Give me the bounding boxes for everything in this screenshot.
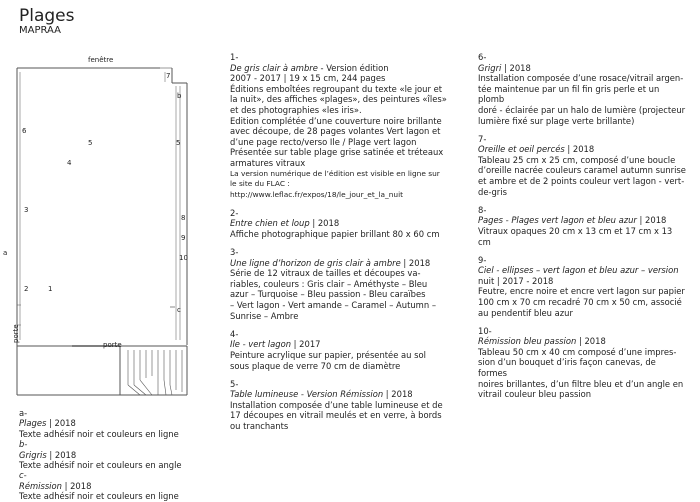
- label-porte-bottom: porte: [103, 341, 122, 349]
- entry-line: la nuit», des affiches «plages», des peintures «îles»: [230, 94, 447, 105]
- entry-line: lumière fixé sur plage verte brillante): [478, 115, 635, 126]
- entry-title: Ile - vert lagon: [230, 339, 292, 350]
- entry-10: [478, 326, 686, 400]
- entry-title-suffix: | 2018: [576, 336, 606, 347]
- entry-6: [478, 52, 686, 126]
- entry-number: 3-: [230, 247, 239, 258]
- entry-line: Présentée sur table plage grise satinée et tréteaux: [230, 147, 444, 158]
- entry-line: La version numérique de l’édition est visible en ligne sur: [230, 168, 440, 178]
- label-b: b: [177, 92, 182, 100]
- entry-7: [478, 134, 686, 198]
- entry-line: 100 cm x 70 cm recadré 70 cm x 50 cm, associé: [478, 296, 682, 307]
- plan-number: 9: [181, 234, 186, 242]
- entry-number: 2-: [230, 207, 239, 218]
- label-fenetre: fenêtre: [88, 56, 114, 64]
- entry-title: Pages - Plages vert lagon et bleu azur: [478, 215, 637, 226]
- legend-a-title: Plages: [19, 418, 47, 429]
- entry-line: – Vert lagon - Vert amande – Caramel – Autumn –: [230, 300, 437, 311]
- legend-b-number: b-: [19, 439, 28, 450]
- entry-line: nuit | 2017 - 2018: [478, 275, 554, 286]
- entry-4: [230, 329, 448, 371]
- entry-line: azur – Turquoise – Bleu passion - Bleu caraïbes: [230, 289, 426, 300]
- entry-link[interactable]: http://www.leflac.fr/expos/18/le_jour_et_la_nuit: [230, 189, 404, 199]
- entry-title: Rémission bleu passion: [478, 336, 577, 347]
- entry-line: Peinture acrylique sur papier, présentée au sol: [230, 349, 426, 360]
- entries-column-1: [230, 52, 448, 439]
- plan-number: 7: [166, 72, 171, 80]
- entry-title: Une ligne d’horizon de gris clair à ambre: [230, 257, 401, 268]
- legend-b-desc: Texte adhésif noir et couleurs en angle: [19, 460, 182, 471]
- entry-line: armatures vitraux: [230, 157, 306, 168]
- entry-line: 17 découpes en vitrail meulés et en verre, à bords: [230, 410, 442, 421]
- legend-c-number: c-: [19, 470, 27, 481]
- legend-c-desc: Texte adhésif noir et couleurs en ligne: [19, 491, 179, 502]
- entry-line: Sunrise – Ambre: [230, 310, 299, 321]
- entry-number: 10-: [478, 325, 492, 336]
- entry-line: tée maintenue par un fil fin gris perle et un plomb: [478, 83, 660, 105]
- entry-8: [478, 205, 686, 247]
- entry-line: sion d’un bouquet d’iris façon canevas, de formes: [478, 357, 656, 379]
- legend-a-number: a-: [19, 408, 28, 418]
- label-c: c: [177, 306, 181, 314]
- entry-line: doré - éclairée par un halo de lumière (projecteur: [478, 104, 686, 115]
- entry-number: 8-: [478, 204, 487, 215]
- entry-title-suffix: - Version édition: [317, 62, 389, 73]
- entry-line: noires brillantes, d’un filtre bleu et d’un angle en: [478, 378, 684, 389]
- wall-text-legend: [19, 408, 219, 502]
- entry-title: Table lumineuse - Version Rémission: [230, 389, 384, 400]
- entry-line: et ambre et de 2 points couleur vert lagon - vert-: [478, 176, 685, 187]
- entry-title: Grigri: [478, 62, 502, 73]
- plan-number: 3: [24, 206, 29, 214]
- entry-title-suffix: | 2018: [383, 389, 413, 400]
- entry-line: et des photographies «les iris».: [230, 104, 362, 115]
- entry-title-suffix: | 2018: [309, 218, 340, 229]
- legend-c-title: Rémission: [19, 480, 62, 491]
- entry-line: Affiche photographique papier brillant 80 x 60 cm: [230, 229, 440, 239]
- entry-line: d’une page recto/verso Ile / Plage vert lagon: [230, 136, 417, 147]
- plan-number: 2: [24, 285, 29, 293]
- entry-3: [230, 247, 448, 321]
- page-subtitle: MAPRAA: [19, 25, 62, 36]
- entry-line: avec découpe, de 28 pages volantes Vert lagon et: [230, 126, 441, 137]
- entry-number: 5-: [230, 378, 239, 389]
- entry-line: au pendentif bleu azur: [478, 307, 573, 318]
- entry-line: Série de 12 vitraux de tailles et découpes va-: [230, 268, 421, 279]
- entry-title: De gris clair à ambre: [230, 62, 318, 73]
- entry-line: Vitraux opaques 20 cm x 13 cm et 17 cm x 13 cm: [478, 225, 673, 247]
- entry-1: [230, 52, 448, 200]
- entry-number: 1-: [230, 52, 239, 62]
- entry-line: Edition complétée d’une couverture noire brillante: [230, 115, 442, 126]
- floor-plan: [0, 50, 215, 405]
- plan-number: 5: [176, 139, 181, 147]
- entry-number: 7-: [478, 133, 487, 144]
- entry-title-suffix: | 2018: [501, 62, 531, 73]
- legend-c-suffix: | 2018: [61, 480, 92, 491]
- label-porte-left: porte: [12, 324, 20, 343]
- entry-line: Installation composée d’une rosace/vitrail argen-: [478, 73, 684, 84]
- plan-number: 1: [48, 285, 53, 293]
- entry-line: Feutre, encre noire et encre vert lagon sur papier: [478, 286, 685, 297]
- entry-title-suffix: | 2018: [636, 215, 667, 226]
- entry-title: Entre chien et loup: [230, 218, 310, 229]
- plan-number: 5: [88, 139, 93, 147]
- entry-number: 4-: [230, 328, 239, 339]
- entry-line: vitrail couleur bleu passion: [478, 389, 592, 400]
- legend-a-suffix: | 2018: [46, 418, 76, 429]
- legend-b-title: Grigris: [19, 449, 47, 460]
- label-a: a: [3, 249, 8, 257]
- entry-title: Oreille et oeil percés: [478, 144, 565, 155]
- plan-number: 8: [181, 214, 186, 222]
- plan-number: 10: [179, 254, 188, 262]
- page-title: Plages: [19, 6, 75, 26]
- entry-line: Éditions emboîtées regroupant du texte «le jour et: [230, 83, 443, 94]
- entries-column-2: [478, 52, 686, 407]
- legend-a-desc: Texte adhésif noir et couleurs en ligne: [19, 428, 179, 439]
- entry-line: d’oreille nacrée couleurs caramel autumn sunrise: [478, 165, 686, 176]
- entry-number: 9-: [478, 254, 487, 265]
- entry-title-suffix: | 2018: [564, 144, 595, 155]
- entry-title: Ciel - ellipses – vert lagon et bleu azur – version: [478, 265, 679, 276]
- entry-line: Installation composée d’une table lumineuse et de: [230, 399, 443, 410]
- plan-number: 6: [22, 127, 27, 135]
- legend-b-suffix: | 2018: [46, 449, 77, 460]
- entry-line: le site du FLAC :: [230, 179, 290, 189]
- entry-5: [230, 379, 448, 432]
- plan-number: 4: [67, 159, 72, 167]
- entry-line: sous plaque de verre 70 cm de diamètre: [230, 360, 401, 371]
- entry-line: Tableau 25 cm x 25 cm, composé d’une boucle: [478, 154, 676, 165]
- entry-line: de-gris: [478, 186, 507, 197]
- entry-title-suffix: | 2017: [291, 339, 321, 350]
- entry-line: 2007 - 2017 | 19 x 15 cm, 244 pages: [230, 73, 386, 84]
- entry-2: [230, 208, 448, 240]
- entry-line: Tableau 50 cm x 40 cm composé d’une impres-: [478, 346, 677, 357]
- entry-number: 6-: [478, 52, 487, 62]
- entry-9: [478, 255, 686, 319]
- entry-line: ou tranchants: [230, 421, 289, 431]
- entry-title-suffix: | 2018: [400, 257, 431, 268]
- entry-line: riables, couleurs : Gris clair – Améthyste – Bleu: [230, 278, 428, 289]
